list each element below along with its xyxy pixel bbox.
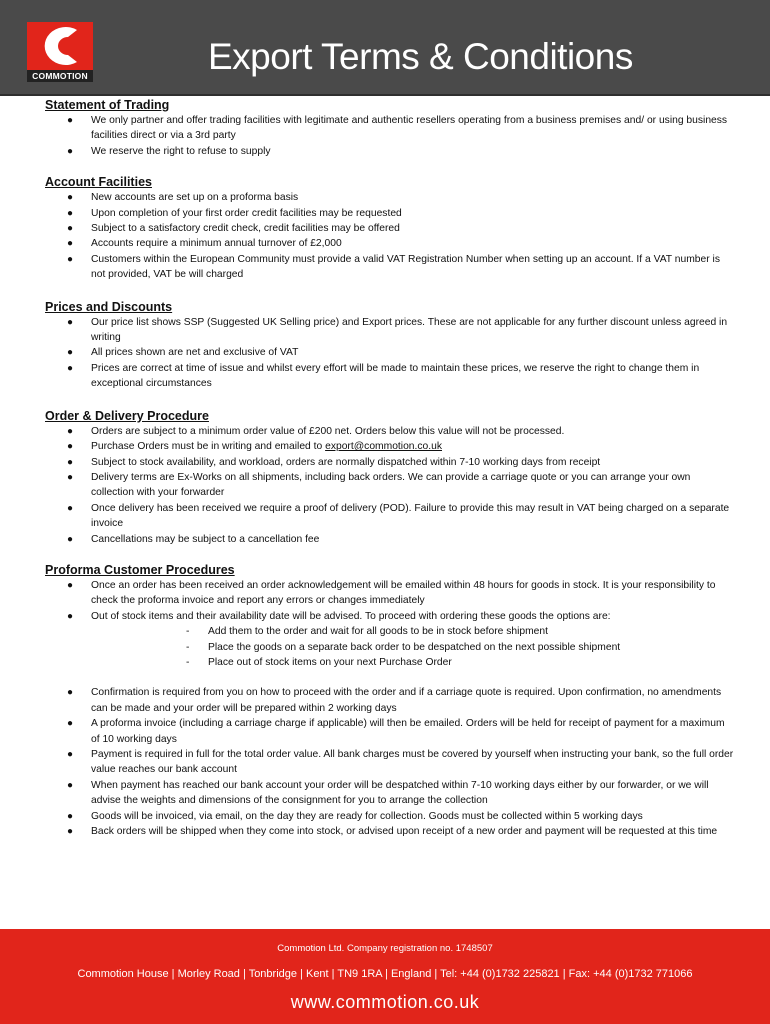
company-registration: Commotion Ltd. Company registration no. 1748507 (277, 943, 493, 954)
sub-item-text: Add them to the order and wait for all goods to be in stock before shipment (208, 626, 548, 638)
item-text: Upon completion of your first order credit facilities may be requested (91, 207, 402, 219)
sub-item-text: Place out of stock items on your next Purchase Order (208, 656, 452, 668)
list-item (45, 144, 735, 159)
list-item (45, 716, 735, 747)
page-header (0, 0, 770, 96)
item-text: Delivery terms are Ex-Works on all shipments, including back orders. We can provide a carriage quote or you can arrange your own collection with your forwarder (91, 471, 691, 499)
list-item (45, 315, 735, 346)
logo-c-mark-icon (33, 24, 87, 68)
page-title: Export Terms & Conditions (208, 36, 633, 77)
section-title: Order & Delivery Procedure (45, 408, 209, 423)
bullet-list (45, 113, 735, 159)
bullet-icon: ● (67, 502, 74, 514)
dash-icon: - (186, 656, 190, 668)
list-item (45, 221, 735, 236)
bullet-list (45, 424, 735, 547)
terms-content (45, 97, 735, 839)
item-text: When payment has reached our bank account your order will be despatched within 7-10 working days either by our forwarder, or we will advise the weights and dimensions of the consignment for you to arrange the collection (91, 779, 709, 807)
dash-icon: - (186, 626, 190, 638)
bullet-icon: ● (67, 441, 74, 453)
bullet-icon: ● (67, 610, 74, 622)
section-title: Statement of Trading (45, 98, 170, 112)
item-text: Payment is required in full for the total order value. All bank charges must be covered by yourself when instructing your bank, so the full order value reaches our bank account (91, 749, 734, 776)
bullet-icon: ● (67, 533, 74, 545)
sub-list-item (45, 655, 735, 670)
item-text: Subject to stock availability, and workload, orders are normally dispatched within 7-10 working days from receipt (91, 456, 601, 468)
list-item (45, 747, 735, 778)
bullet-icon: ● (67, 115, 74, 126)
sub-item-text: Place the goods on a separate back order to be despatched on the next possible shipment (208, 641, 621, 653)
item-text: Cancellations may be subject to a cancellation fee (91, 533, 320, 545)
bullet-icon: ● (67, 238, 74, 250)
item-text: We only partner and offer trading facilities with legitimate and authentic resellers operating from a business premises and/ or using business facilities direct or via a 3rd party (91, 115, 728, 142)
list-item (45, 361, 735, 392)
item-text: Once an order has been received an order acknowledgement will be emailed within 48 hours for goods in stock. It is your responsibility to check the proforma invoice and report any errors or changes immediately (91, 579, 716, 607)
bullet-icon: ● (67, 223, 74, 235)
bullet-icon: ● (67, 316, 74, 328)
list-item (45, 809, 735, 824)
list-item (45, 113, 735, 144)
section-title: Account Facilities (45, 175, 152, 190)
list-item (45, 424, 735, 439)
bullet-icon: ● (67, 779, 74, 791)
bullet-icon: ● (67, 145, 74, 157)
item-text: Goods will be invoiced, via email, on the day they are ready for collection. Goods must be collected within 5 working days (91, 810, 643, 822)
item-text: New accounts are set up on a proforma basis (91, 192, 299, 204)
sub-list-item (45, 624, 735, 639)
bullet-icon: ● (67, 471, 74, 483)
section-title: Prices and Discounts (45, 299, 173, 314)
item-text: Back orders will be shipped when they come into stock, or advised upon receipt of a new order and payment will be requested at this time (91, 826, 718, 838)
bullet-icon: ● (67, 192, 74, 204)
bullet-icon: ● (67, 687, 74, 699)
item-text: Customers within the European Community must provide a valid VAT Registration Number when setting up an account. If a VAT number is not provided, VAT be will charged (91, 253, 720, 281)
bullet-icon: ● (67, 826, 74, 838)
list-item (45, 252, 735, 283)
bullet-icon: ● (67, 253, 74, 265)
bullet-list (45, 190, 735, 282)
item-text: Prices are correct at time of issue and whilst every effort will be made to maintain these prices, we reserve the right to change them in exceptional circumstances (91, 362, 700, 390)
list-item (45, 206, 735, 221)
list-item (45, 455, 735, 470)
item-text: Confirmation is required from you on how to proceed with the order and if a carriage quote is required. Upon confirmation, no amendments can be made and your order will be prepared within 2 working days (91, 687, 722, 714)
logo-text: COMMOTION (27, 70, 93, 82)
commotion-logo (27, 22, 93, 82)
sub-list-container (45, 624, 735, 670)
list-item (45, 685, 735, 716)
item-text: Out of stock items and their availability date will be advised. To proceed with ordering these goods the options are: (91, 610, 611, 622)
item-text: Accounts require a minimum annual turnover of £2,000 (91, 238, 342, 250)
section (45, 408, 735, 547)
list-item (45, 439, 735, 454)
section (45, 97, 735, 159)
email-link[interactable]: export@commotion.co.uk (325, 441, 442, 453)
item-text: Orders are subject to a minimum order value of £200 net. Orders below this value will not be processed. (91, 425, 565, 437)
company-address: Commotion House | Morley Road | Tonbridge | Kent | TN9 1RA | England | Tel: +44 (0)1732 225821 | Fax: +44 (0)1732 771066 (77, 968, 693, 980)
sub-list-item (45, 640, 735, 655)
item-text: Purchase Orders must be in writing and emailed to (91, 441, 326, 453)
website-link[interactable]: www.commotion.co.uk (290, 992, 480, 1012)
list-item (45, 501, 735, 532)
bullet-icon: ● (67, 425, 74, 437)
bullet-icon: ● (67, 347, 74, 359)
list-item (45, 578, 735, 609)
list-item (45, 470, 735, 501)
bullet-icon: ● (67, 207, 74, 219)
item-text: Our price list shows SSP (Suggested UK Selling price) and Export prices. These are not applicable for any further discount unless agreed in writing (91, 316, 728, 344)
list-item (45, 190, 735, 205)
list-item (45, 236, 735, 251)
list-item (45, 532, 735, 547)
item-text: Subject to a satisfactory credit check, credit facilities may be offered (91, 223, 400, 235)
section-title: Proforma Customer Procedures (45, 562, 235, 577)
page-footer (0, 929, 770, 1024)
bullet-icon: ● (67, 718, 74, 730)
bullet-icon: ● (67, 456, 74, 468)
item-text: Once delivery has been received we require a proof of delivery (POD). Failure to provide this may result in VAT being charged on a separate invoice (91, 502, 730, 530)
section (45, 562, 735, 840)
section (45, 299, 735, 392)
bullet-icon: ● (67, 810, 74, 822)
list-item (45, 824, 735, 839)
bullet-list (45, 578, 735, 840)
bullet-icon: ● (67, 749, 74, 760)
item-text: A proforma invoice (including a carriage charge if applicable) will then be emailed. Orders will be held for receipt of payment for a maximum of 10 working days (91, 718, 725, 745)
item-text: We reserve the right to refuse to supply (91, 145, 271, 157)
list-item (45, 609, 735, 624)
bullet-icon: ● (67, 579, 74, 591)
list-item (45, 345, 735, 360)
bullet-list (45, 315, 735, 392)
bullet-icon: ● (67, 362, 74, 374)
list-item (45, 778, 735, 809)
section (45, 174, 735, 282)
sub-list (45, 624, 735, 670)
item-text: All prices shown are net and exclusive of VAT (91, 347, 299, 359)
dash-icon: - (186, 641, 190, 653)
